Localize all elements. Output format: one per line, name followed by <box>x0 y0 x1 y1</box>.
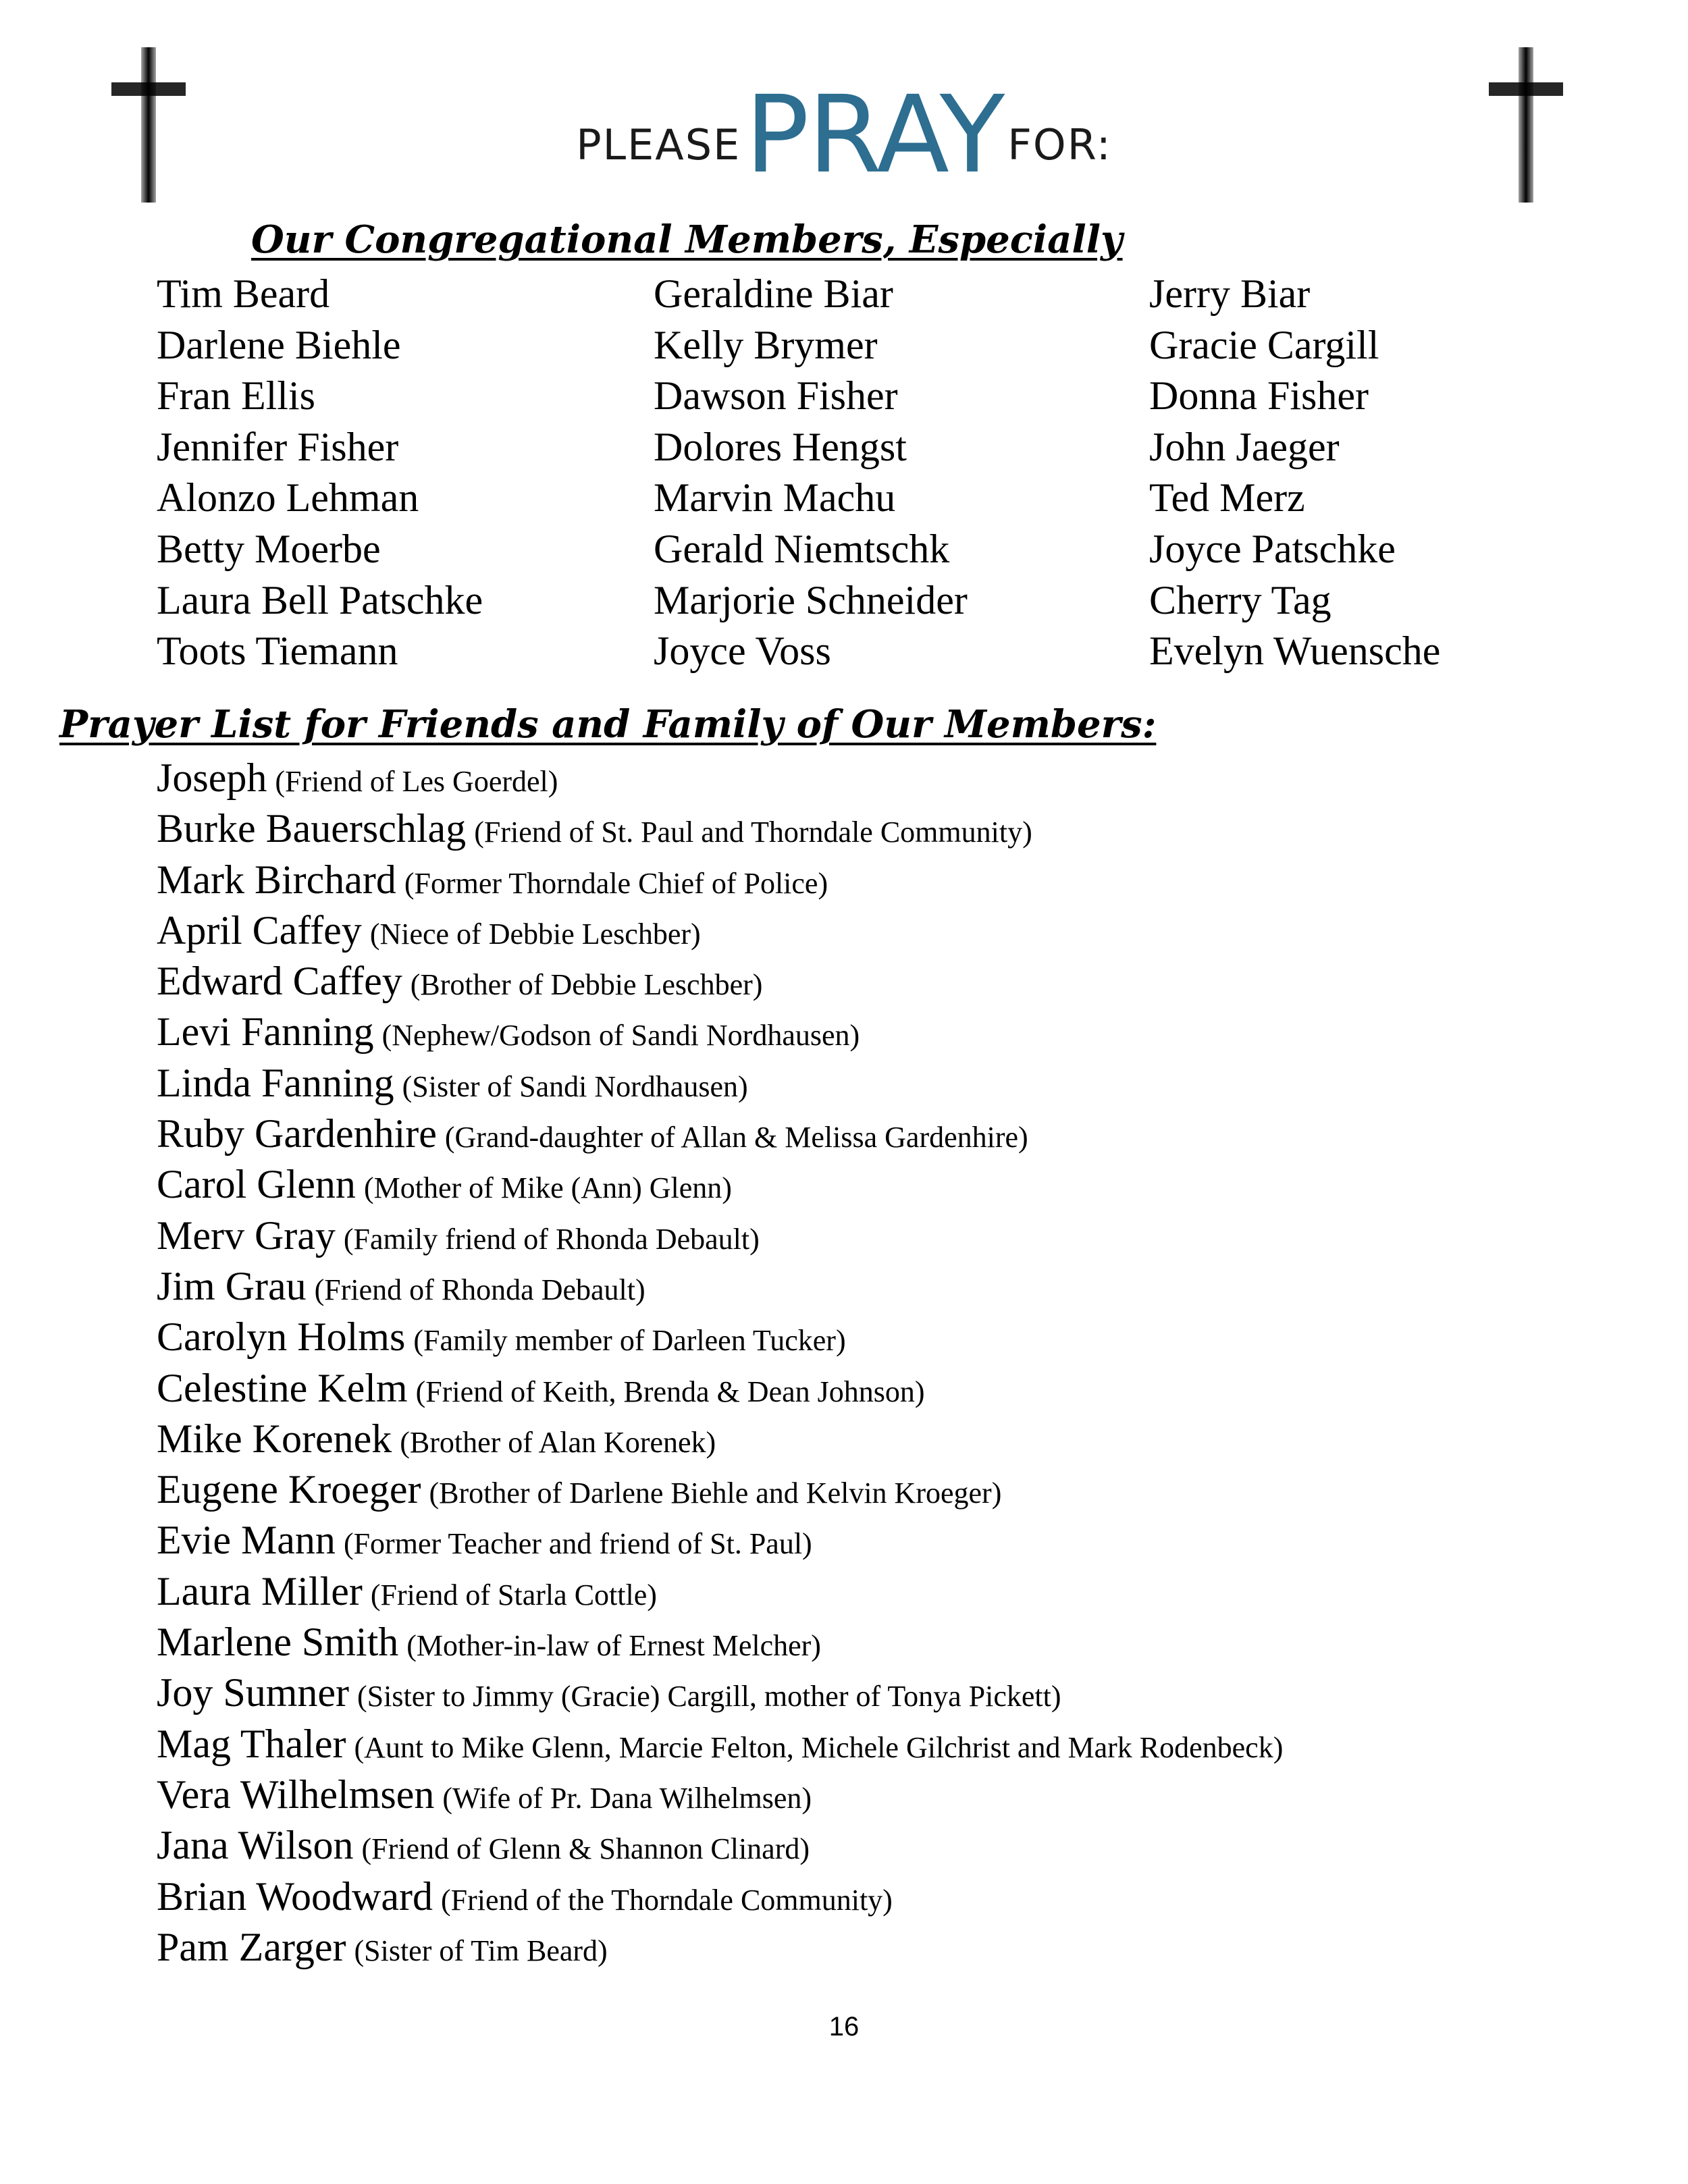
friend-name: Carol Glenn <box>157 1162 356 1207</box>
friend-name: Jana Wilson <box>157 1823 354 1868</box>
friend-relation: (Nephew/Godson of Sandi Nordhausen) <box>381 1019 860 1053</box>
list-item <box>157 905 1642 956</box>
friend-relation: (Friend of Starla Cottle) <box>370 1578 657 1612</box>
friend-relation: (Grand-daughter of Allan & Melissa Gardenhire) <box>444 1121 1028 1154</box>
friend-name: Joseph <box>157 755 267 800</box>
list-item <box>157 1566 1642 1617</box>
friend-name: Marlene Smith <box>157 1620 399 1665</box>
friend-relation: (Sister to Jimmy (Gracie) Cargill, mother of Tonya Pickett) <box>357 1680 1061 1713</box>
member-name: Kelly Brymer <box>654 322 878 367</box>
friend-name: Eugene Kroeger <box>157 1467 421 1512</box>
friend-name: Joy Sumner <box>157 1670 349 1715</box>
list-item <box>157 1820 1642 1871</box>
list-item <box>157 1464 1642 1515</box>
list-item <box>157 1261 1642 1312</box>
member-name: Laura Bell Patschke <box>157 577 483 622</box>
friend-name: Mike Korenek <box>157 1416 392 1461</box>
friend-relation: (Family member of Darleen Tucker) <box>413 1324 846 1358</box>
friend-relation: (Friend of St. Paul and Thorndale Community) <box>474 816 1032 849</box>
friend-relation: (Brother of Debbie Leschber) <box>410 968 763 1002</box>
list-item <box>157 1871 1642 1922</box>
member-name: Ted Merz <box>1149 475 1305 521</box>
member-name: Toots Tiemann <box>157 629 398 674</box>
member-name: Gracie Cargill <box>1149 322 1379 367</box>
list-item <box>157 803 1642 854</box>
member-name: Jerry Biar <box>1149 271 1311 316</box>
list-item <box>157 1109 1642 1159</box>
member-name: Evelyn Wuensche <box>1149 629 1441 674</box>
list-item <box>157 1363 1642 1414</box>
member-name: Gerald Niemtschk <box>654 526 950 571</box>
member-name: Donna Fisher <box>1149 373 1369 419</box>
list-item <box>157 1007 1642 1057</box>
member-name: Marvin Machu <box>654 475 896 521</box>
member-name: Dawson Fisher <box>654 373 898 419</box>
friend-name: Pam Zarger <box>157 1924 346 1969</box>
member-name: Darlene Biehle <box>157 322 401 367</box>
list-item <box>157 1058 1642 1109</box>
members-section-title: Our Congregational Members, Especially <box>251 217 1123 262</box>
list-item <box>157 1312 1642 1362</box>
friend-name: Brian Woodward <box>157 1873 433 1919</box>
friend-name: Mag Thaler <box>157 1721 346 1766</box>
friend-name: Laura Miller <box>157 1568 363 1614</box>
friend-name: Carolyn Holms <box>157 1314 406 1360</box>
list-item <box>157 1515 1642 1566</box>
list-item <box>157 956 1642 1007</box>
friend-relation: (Friend of Les Goerdel) <box>275 765 558 798</box>
friend-relation: (Friend of the Thorndale Community) <box>440 1883 893 1917</box>
friend-relation: (Former Teacher and friend of St. Paul) <box>343 1527 812 1561</box>
member-name: John Jaeger <box>1149 424 1340 469</box>
page-header <box>0 68 1688 203</box>
list-item <box>157 1159 1642 1210</box>
friend-relation: (Brother of Darlene Biehle and Kelvin Kroeger) <box>429 1476 1002 1510</box>
list-item <box>157 855 1642 905</box>
header-emphasis: PRAY <box>745 73 1004 197</box>
list-item <box>157 1769 1642 1820</box>
member-name: Tim Beard <box>157 271 330 316</box>
member-name: Alonzo Lehman <box>157 475 419 521</box>
list-item <box>157 1668 1642 1718</box>
friend-name: Linda Fanning <box>157 1060 394 1105</box>
friend-relation: (Sister of Tim Beard) <box>354 1934 608 1967</box>
page-number: 16 <box>828 2012 860 2042</box>
member-name: Fran Ellis <box>157 373 315 419</box>
friends-section-title: Prayer List for Friends and Family of Our Members: <box>59 702 1157 747</box>
list-item <box>157 1414 1642 1464</box>
friend-name: Celestine Kelm <box>157 1365 408 1410</box>
friend-relation: (Friend of Keith, Brenda & Dean Johnson) <box>415 1375 925 1408</box>
friend-relation: (Friend of Rhonda Debault) <box>314 1273 645 1306</box>
friend-relation: (Friend of Glenn & Shannon Clinard) <box>361 1832 810 1866</box>
friend-name: Jim Grau <box>157 1263 307 1308</box>
friend-relation: (Brother of Alan Korenek) <box>400 1425 716 1459</box>
friend-relation: (Former Thorndale Chief of Police) <box>404 866 828 900</box>
friend-relation: (Family friend of Rhonda Debault) <box>343 1222 760 1256</box>
header-suffix: FOR: <box>1007 119 1112 169</box>
friend-relation: (Mother of Mike (Ann) Glenn) <box>363 1171 732 1205</box>
friend-name: Edward Caffey <box>157 959 402 1004</box>
friend-name: Ruby Gardenhire <box>157 1111 437 1156</box>
members-grid <box>157 269 1575 677</box>
list-item <box>157 1210 1642 1261</box>
friend-name: Vera Wilhelmsen <box>157 1772 435 1817</box>
friend-relation: (Sister of Sandi Nordhausen) <box>402 1069 748 1103</box>
friend-name: Levi Fanning <box>157 1009 374 1055</box>
friend-relation: (Wife of Pr. Dana Wilhelmsen) <box>442 1781 812 1815</box>
member-name: Jennifer Fisher <box>157 424 399 469</box>
list-item <box>157 1617 1642 1668</box>
friend-name: Merv Gray <box>157 1213 336 1258</box>
member-name: Betty Moerbe <box>157 526 381 571</box>
friend-relation: (Mother-in-law of Ernest Melcher) <box>406 1629 821 1663</box>
friend-name: Burke Bauerschlag <box>157 806 467 851</box>
friend-name: Evie Mann <box>157 1518 336 1563</box>
member-name: Marjorie Schneider <box>654 577 968 622</box>
member-name: Joyce Patschke <box>1149 526 1396 571</box>
member-name: Dolores Hengst <box>654 424 907 469</box>
list-item <box>157 1922 1642 1973</box>
header-prefix: PLEASE <box>576 119 741 169</box>
list-item <box>157 1719 1642 1769</box>
friend-relation: (Aunt to Mike Glenn, Marcie Felton, Michele Gilchrist and Mark Rodenbeck) <box>354 1730 1284 1764</box>
friend-name: April Caffey <box>157 907 362 953</box>
friends-list <box>157 753 1642 1973</box>
member-name: Joyce Voss <box>654 629 831 674</box>
member-name: Geraldine Biar <box>654 271 893 316</box>
list-item <box>157 753 1642 803</box>
friend-name: Mark Birchard <box>157 857 396 902</box>
friend-relation: (Niece of Debbie Leschber) <box>369 917 701 951</box>
member-name: Cherry Tag <box>1149 577 1331 622</box>
